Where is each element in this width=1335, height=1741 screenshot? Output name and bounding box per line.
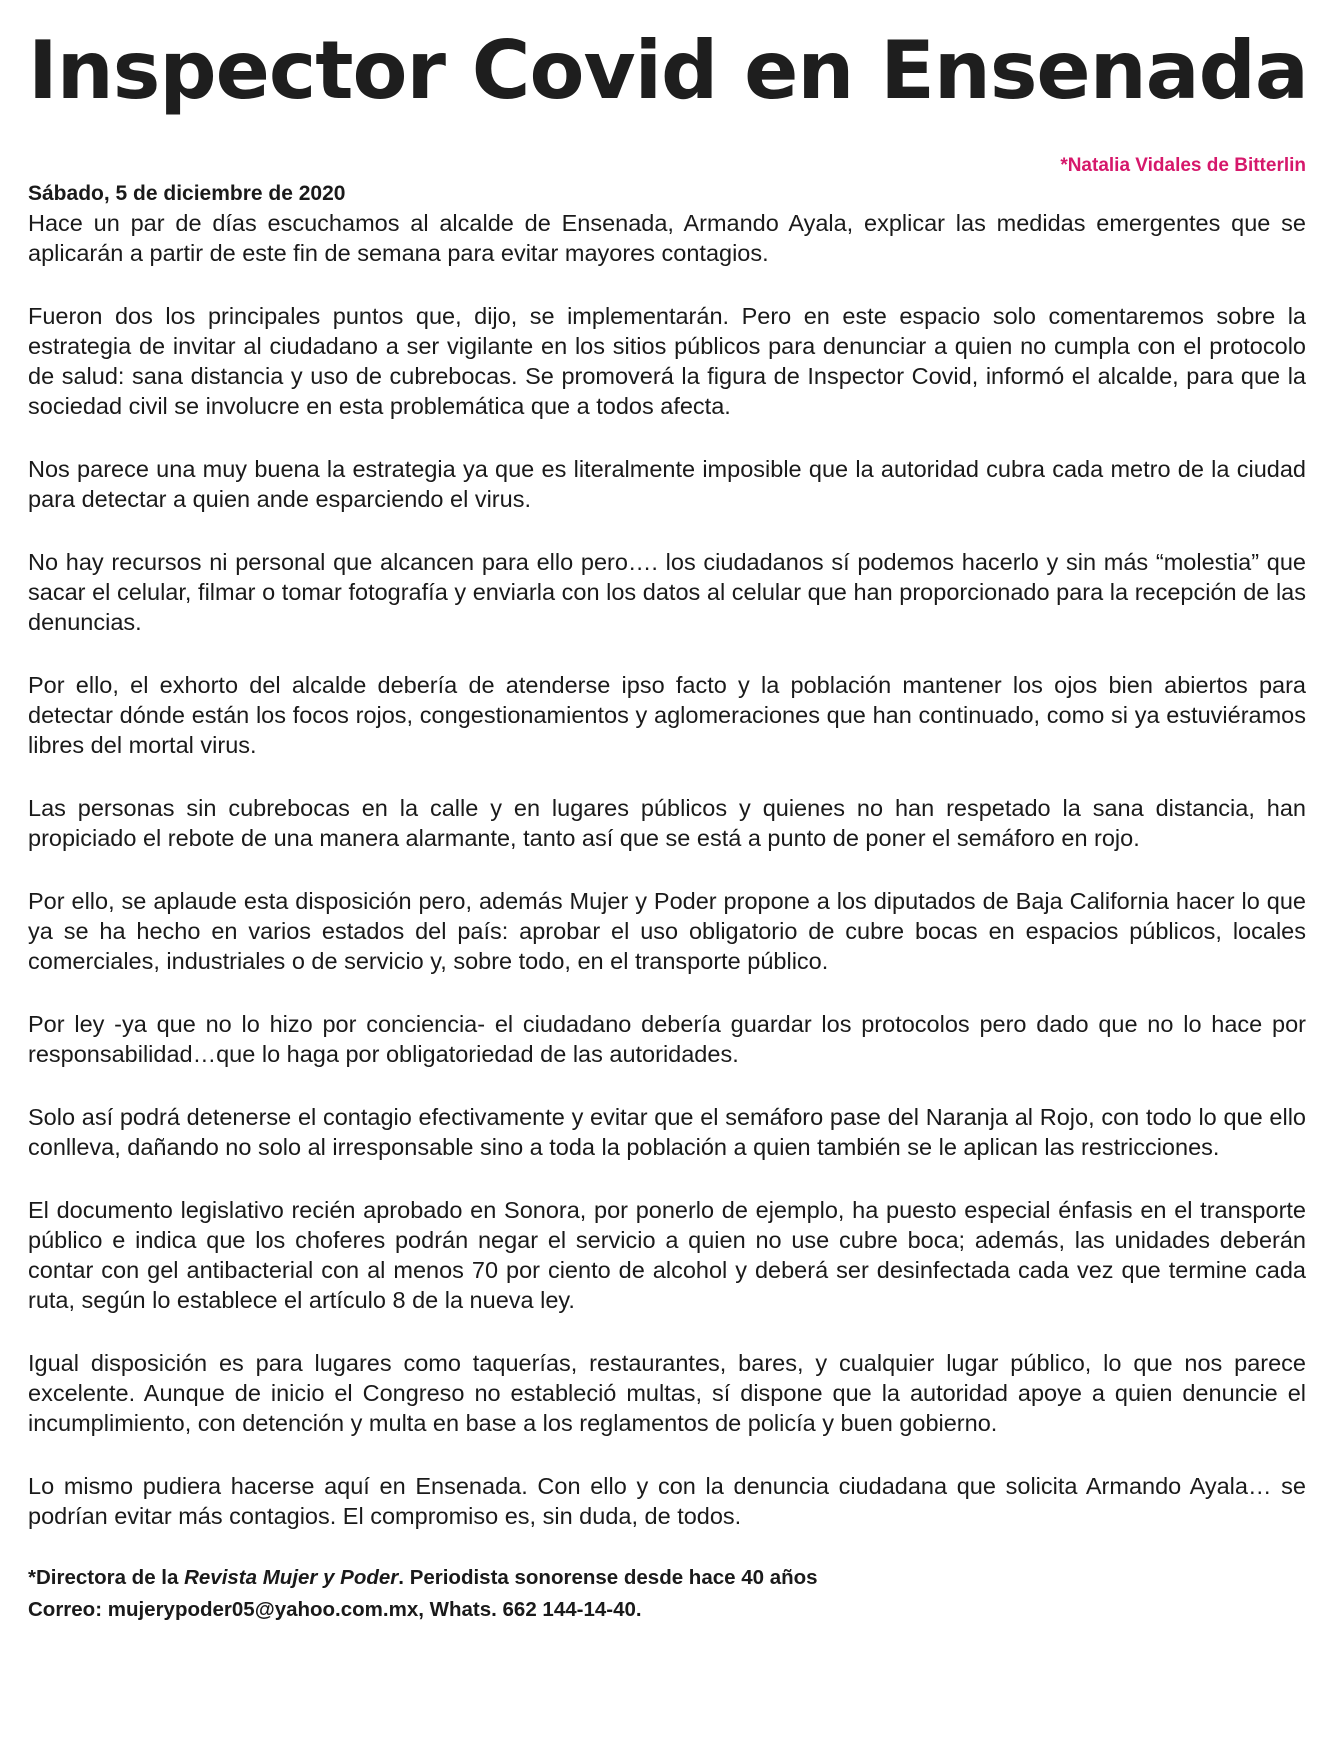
- paragraph: Nos parece una muy buena la estrategia ya que es literalmente imposible que la autoridad cubra cada metro de la ciudad para detectar a quien ande esparciendo el virus.: [28, 456, 1306, 512]
- paragraph: Por ello, el exhorto del alcalde debería de atenderse ipso facto y la población mantener los ojos bien abiertos para detectar dónde están los focos rojos, congestionamientos y aglomeraciones que han continuado, como si ya estuviéramos libres del mortal virus.: [28, 672, 1306, 758]
- paragraph: El documento legislativo recién aprobado en Sonora, por ponerlo de ejemplo, ha puesto especial énfasis en el transporte público e indica que los choferes podrán negar el servicio a quien no use cubre boca; además, las unidades deberán contar con gel antibacterial con al menos 70 por ciento de alcohol y deberá ser desinfectada cada vez que termine cada ruta, según lo establece el artículo 8 de la nueva ley.: [28, 1197, 1306, 1313]
- author-bio-suffix: . Periodista sonorense desde hace 40 años: [398, 1566, 818, 1589]
- article-page: [28, 0, 1306, 1626]
- article-title: Inspector Covid en Ensenada: [28, 24, 1308, 117]
- paragraph: Solo así podrá detenerse el contagio efectivamente y evitar que el semáforo pase del Naranja al Rojo, con todo lo que ello conlleva, dañando no solo al irresponsable sino a toda la población a quien también se le aplican las restricciones.: [28, 1104, 1306, 1160]
- paragraph: No hay recursos ni personal que alcancen para ello pero…. los ciudadanos sí podemos hacerlo y sin más “molestia” que sacar el celular, filmar o tomar fotografía y enviarla con los datos al celular que han proporcionado para la recepción de las denuncias.: [28, 549, 1306, 635]
- article-date: Sábado, 5 de diciembre de 2020: [28, 182, 346, 205]
- author-byline: *Natalia Vidales de Bitterlin: [1060, 155, 1306, 176]
- article-body: [28, 208, 1306, 1531]
- paragraph: Por ello, se aplaude esta disposición pero, además Mujer y Poder propone a los diputados de Baja California hacer lo que ya se ha hecho en varios estados del país: aprobar el uso obligatorio de cubre bocas en espacios públicos, locales comerciales, industriales o de servicio y, sobre todo, en el transporte público.: [28, 888, 1306, 974]
- paragraph: Fueron dos los principales puntos que, dijo, se implementarán. Pero en este espacio solo comentaremos sobre la estrategia de invitar al ciudadano a ser vigilante en los sitios públicos para denunciar a quien no cumpla con el protocolo de salud: sana distancia y uso de cubrebocas. Se promoverá la figura de Inspector Covid, informó el alcalde, para que la sociedad civil se involucre en esta problemática que a todos afecta.: [28, 303, 1306, 419]
- author-bio-prefix: *Directora de la: [28, 1566, 185, 1589]
- paragraph: Hace un par de días escuchamos al alcalde de Ensenada, Armando Ayala, explicar las medidas emergentes que se aplicarán a partir de este fin de semana para evitar mayores contagios.: [28, 210, 1306, 266]
- author-footer: [28, 1562, 1306, 1626]
- author-contact: Correo: mujerypoder05@yahoo.com.mx, Whats. 662 144-14-40.: [28, 1598, 642, 1621]
- paragraph: Lo mismo pudiera hacerse aquí en Ensenada. Con ello y con la denuncia ciudadana que solicita Armando Ayala… se podrían evitar más contagios. El compromiso es, sin duda, de todos.: [28, 1473, 1306, 1529]
- author-bio: [28, 1562, 1306, 1594]
- paragraph: Igual disposición es para lugares como taquerías, restaurantes, bares, y cualquier lugar público, lo que nos parece excelente. Aunque de inicio el Congreso no estableció multas, sí dispone que la autoridad apoye a quien denuncie el incumplimiento, con detención y multa en base a los reglamentos de policía y buen gobierno.: [28, 1350, 1306, 1436]
- publication-name: Revista Mujer y Poder: [184, 1566, 399, 1589]
- paragraph: Por ley -ya que no lo hizo por conciencia- el ciudadano debería guardar los protocolos pero dado que no lo hace por responsabilidad…que lo haga por obligatoriedad de las autoridades.: [28, 1011, 1306, 1067]
- paragraph: Las personas sin cubrebocas en la calle y en lugares públicos y quienes no han respetado la sana distancia, han propiciado el rebote de una manera alarmante, tanto así que se está a punto de poner el semáforo en rojo.: [28, 795, 1306, 851]
